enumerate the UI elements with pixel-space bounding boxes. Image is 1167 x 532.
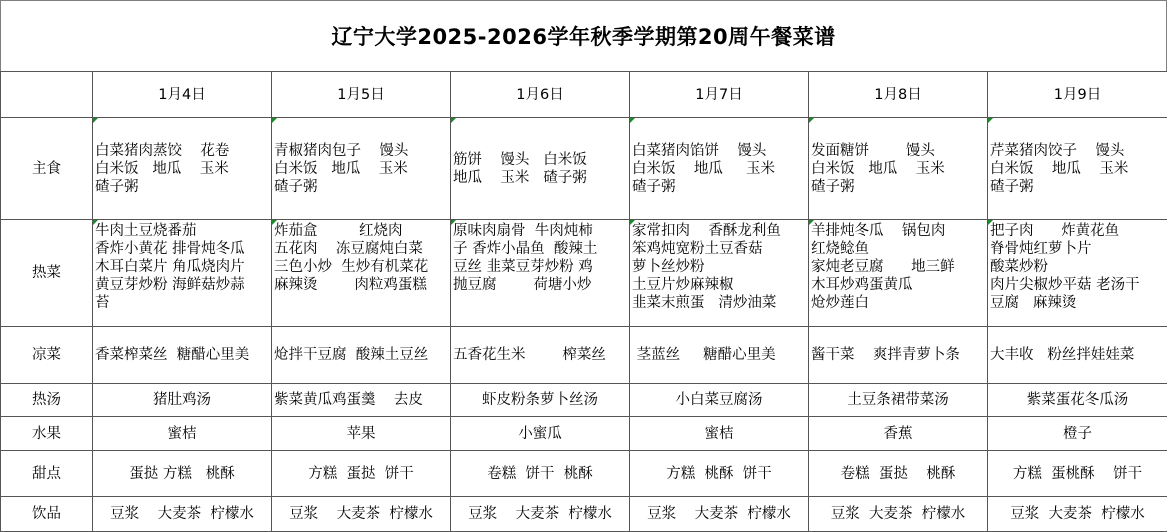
soup-cell bbox=[809, 384, 988, 417]
dessert-cell bbox=[451, 451, 630, 497]
dish-text: 土豆条裙带菜汤 bbox=[847, 392, 949, 408]
fruit-cell bbox=[809, 417, 988, 451]
dish-line: 白米饭 地瓜 玉米 bbox=[95, 160, 271, 178]
dish-text: 大丰收 粉丝拌娃娃菜 bbox=[990, 347, 1134, 363]
dish-line: 肉片尖椒炒平菇 老汤干 bbox=[990, 276, 1167, 294]
dish-text: 豆浆 大麦茶 柠檬水 bbox=[831, 506, 965, 522]
dish-line: 碴子粥 bbox=[632, 178, 808, 196]
dish-text: 茎蓝丝 糖醋心里美 bbox=[632, 347, 776, 363]
dish-line: 白菜猪肉馅饼 馒头 bbox=[632, 142, 808, 160]
row-label-drinks: 饮品 bbox=[1, 497, 93, 532]
dish-text: 方糕 桃酥 饼干 bbox=[666, 466, 771, 482]
cell-marker-icon bbox=[93, 220, 98, 225]
dish-text: 酱干菜 爽拌青萝卜条 bbox=[811, 347, 960, 363]
dish-text: 紫菜蛋花冬瓜汤 bbox=[1027, 392, 1129, 408]
dish-line: 麻辣烫 肉粒鸡蛋糕 bbox=[274, 276, 450, 294]
soup-cell bbox=[272, 384, 451, 417]
hot-dishes-cell bbox=[988, 220, 1167, 327]
soup-cell bbox=[93, 384, 272, 417]
hot-dishes-cell bbox=[93, 220, 272, 327]
drinks-cell bbox=[809, 497, 988, 532]
dish-text: 蛋挞 方糕 桃酥 bbox=[129, 466, 234, 482]
staple-cell bbox=[451, 118, 630, 220]
dish-text: 橙子 bbox=[1063, 426, 1092, 442]
dish-line: 碴子粥 bbox=[811, 178, 987, 196]
day-header: 1月6日 bbox=[451, 72, 630, 118]
staple-cell bbox=[272, 118, 451, 220]
dessert-cell bbox=[809, 451, 988, 497]
dish-line: 笨鸡炖宽粉土豆香菇 bbox=[632, 240, 808, 258]
cell-marker-icon bbox=[451, 118, 456, 123]
drinks-cell bbox=[93, 497, 272, 532]
cell-marker-icon bbox=[451, 220, 456, 225]
cold-dishes-cell bbox=[988, 327, 1167, 384]
dish-text: 蜜桔 bbox=[705, 426, 734, 442]
row-label-dessert: 甜点 bbox=[1, 451, 93, 497]
dish-line: 苔 bbox=[95, 294, 271, 312]
cold-dishes-cell bbox=[93, 327, 272, 384]
dish-line: 羊排炖冬瓜 锅包肉 bbox=[811, 222, 987, 240]
cold-dishes-cell bbox=[451, 327, 630, 384]
dish-line: 韭菜末煎蛋 清炒油菜 bbox=[632, 294, 808, 312]
dessert-row bbox=[1, 451, 1167, 497]
dish-text: 炝拌干豆腐 酸辣土豆丝 bbox=[274, 347, 428, 363]
fruit-cell bbox=[93, 417, 272, 451]
drinks-cell bbox=[988, 497, 1167, 532]
cell-marker-icon bbox=[809, 220, 814, 225]
hot-dishes-cell bbox=[630, 220, 809, 327]
dish-line: 碴子粥 bbox=[990, 178, 1167, 196]
drinks-row bbox=[1, 497, 1167, 532]
cold-dishes-row bbox=[1, 327, 1167, 384]
staple-row bbox=[1, 118, 1167, 220]
dish-line: 土豆片炒麻辣椒 bbox=[632, 276, 808, 294]
dish-line: 木耳炒鸡蛋黄瓜 bbox=[811, 276, 987, 294]
drinks-cell bbox=[451, 497, 630, 532]
dish-text: 猪肚鸡汤 bbox=[153, 392, 211, 408]
cell-marker-icon bbox=[988, 220, 993, 225]
dessert-cell bbox=[93, 451, 272, 497]
dish-text: 蜜桔 bbox=[168, 426, 197, 442]
dish-line: 白米饭 地瓜 玉米 bbox=[811, 160, 987, 178]
dish-line: 碴子粥 bbox=[274, 178, 450, 196]
dessert-cell bbox=[988, 451, 1167, 497]
soup-row bbox=[1, 384, 1167, 417]
day-header: 1月5日 bbox=[272, 72, 451, 118]
menu-table bbox=[0, 71, 1167, 532]
drinks-cell bbox=[272, 497, 451, 532]
staple-cell bbox=[809, 118, 988, 220]
dish-text: 小白菜豆腐汤 bbox=[676, 392, 763, 408]
dish-line: 炸茄盒 红烧肉 bbox=[274, 222, 450, 240]
cell-marker-icon bbox=[988, 118, 993, 123]
dish-text: 紫菜黄瓜鸡蛋羹 去皮 bbox=[274, 392, 423, 408]
staple-cell bbox=[630, 118, 809, 220]
fruit-row bbox=[1, 417, 1167, 451]
cell-marker-icon bbox=[272, 220, 277, 225]
day-header: 1月9日 bbox=[988, 72, 1167, 118]
dish-line: 木耳白菜片 角瓜烧肉片 bbox=[95, 258, 271, 276]
corner-cell bbox=[1, 72, 93, 118]
cold-dishes-cell bbox=[809, 327, 988, 384]
dish-text: 小蜜瓜 bbox=[518, 426, 562, 442]
dish-text: 卷糕 蛋挞 桃酥 bbox=[841, 466, 956, 482]
dish-text: 方糕 蛋挞 饼干 bbox=[308, 466, 413, 482]
dish-text: 方糕 蛋桃酥 饼干 bbox=[1013, 466, 1142, 482]
staple-cell bbox=[988, 118, 1167, 220]
dish-line: 三色小炒 生炒有机菜花 bbox=[274, 258, 450, 276]
dessert-cell bbox=[272, 451, 451, 497]
row-label-soup: 热汤 bbox=[1, 384, 93, 417]
staple-cell bbox=[93, 118, 272, 220]
dish-text: 豆浆 大麦茶 柠檬水 bbox=[110, 506, 254, 522]
dish-line: 白米饭 地瓜 玉米 bbox=[990, 160, 1167, 178]
fruit-cell bbox=[988, 417, 1167, 451]
dish-line: 子 香炸小晶鱼 酸辣土 bbox=[453, 240, 629, 258]
cold-dishes-cell bbox=[630, 327, 809, 384]
soup-cell bbox=[988, 384, 1167, 417]
menu-title: 辽宁大学2025-2026学年秋季学期第20周午餐菜谱 bbox=[0, 0, 1167, 72]
dish-line: 地瓜 玉米 碴子粥 bbox=[453, 169, 629, 187]
dish-text: 香菜榨菜丝 糖醋心里美 bbox=[95, 347, 249, 363]
dish-line: 炝炒莲白 bbox=[811, 294, 987, 312]
row-label-staple: 主食 bbox=[1, 118, 93, 220]
hot-dishes-cell bbox=[272, 220, 451, 327]
dish-line: 脊骨炖红萝卜片 bbox=[990, 240, 1167, 258]
soup-cell bbox=[630, 384, 809, 417]
dish-line: 抛豆腐 荷塘小炒 bbox=[453, 276, 629, 294]
hot-dishes-row bbox=[1, 220, 1167, 327]
dish-line: 白菜猪肉蒸饺 花卷 bbox=[95, 142, 271, 160]
dish-text: 卷糕 饼干 桃酥 bbox=[487, 466, 592, 482]
row-label-fruit: 水果 bbox=[1, 417, 93, 451]
row-label-cold-dishes: 凉菜 bbox=[1, 327, 93, 384]
dish-line: 豆腐 麻辣烫 bbox=[990, 294, 1167, 312]
dish-text: 五香花生米 榨菜丝 bbox=[453, 347, 606, 363]
cold-dishes-cell bbox=[272, 327, 451, 384]
dish-line: 酸菜炒粉 bbox=[990, 258, 1167, 276]
dish-text: 豆浆 大麦茶 柠檬水 bbox=[289, 506, 433, 522]
dish-line: 青椒猪肉包子 馒头 bbox=[274, 142, 450, 160]
day-header: 1月7日 bbox=[630, 72, 809, 118]
dish-line: 豆丝 韭菜豆芽炒粉 鸡 bbox=[453, 258, 629, 276]
fruit-cell bbox=[630, 417, 809, 451]
dish-line: 筋饼 馒头 白米饭 bbox=[453, 151, 629, 169]
dish-line: 芹菜猪肉饺子 馒头 bbox=[990, 142, 1167, 160]
dish-line: 把子肉 炸黄花鱼 bbox=[990, 222, 1167, 240]
hot-dishes-cell bbox=[809, 220, 988, 327]
dish-line: 五花肉 冻豆腐炖白菜 bbox=[274, 240, 450, 258]
dish-line: 牛肉土豆烧番茄 bbox=[95, 222, 271, 240]
dish-line: 家常扣肉 香酥龙利鱼 bbox=[632, 222, 808, 240]
dish-line: 原味肉扇骨 牛肉炖柿 bbox=[453, 222, 629, 240]
drinks-cell bbox=[630, 497, 809, 532]
header-row bbox=[1, 72, 1167, 118]
dish-line: 碴子粥 bbox=[95, 178, 271, 196]
dessert-cell bbox=[630, 451, 809, 497]
dish-text: 豆浆 大麦茶 柠檬水 bbox=[468, 506, 612, 522]
day-header: 1月8日 bbox=[809, 72, 988, 118]
fruit-cell bbox=[272, 417, 451, 451]
dish-text: 虾皮粉条萝卜丝汤 bbox=[482, 392, 598, 408]
soup-cell bbox=[451, 384, 630, 417]
dish-line: 红烧鲶鱼 bbox=[811, 240, 987, 258]
row-label-hot-dishes: 热菜 bbox=[1, 220, 93, 327]
dish-line: 黄豆芽炒粉 海鲜菇炒蒜 bbox=[95, 276, 271, 294]
dish-line: 香炸小黄花 排骨炖冬瓜 bbox=[95, 240, 271, 258]
dish-line: 发面糖饼 馒头 bbox=[811, 142, 987, 160]
cell-marker-icon bbox=[630, 118, 635, 123]
cell-marker-icon bbox=[93, 118, 98, 123]
cell-marker-icon bbox=[809, 118, 814, 123]
dish-text: 苹果 bbox=[347, 426, 376, 442]
dish-text: 香蕉 bbox=[884, 426, 913, 442]
dish-line: 白米饭 地瓜 玉米 bbox=[632, 160, 808, 178]
day-header: 1月4日 bbox=[93, 72, 272, 118]
hot-dishes-cell bbox=[451, 220, 630, 327]
dish-text: 豆浆 大麦茶 柠檬水 bbox=[647, 506, 791, 522]
dish-text: 豆浆 大麦茶 柠檬水 bbox=[1010, 506, 1144, 522]
fruit-cell bbox=[451, 417, 630, 451]
dish-line: 家炖老豆腐 地三鲜 bbox=[811, 258, 987, 276]
cell-marker-icon bbox=[630, 220, 635, 225]
dish-line: 白米饭 地瓜 玉米 bbox=[274, 160, 450, 178]
dish-line: 萝卜丝炒粉 bbox=[632, 258, 808, 276]
cell-marker-icon bbox=[272, 118, 277, 123]
